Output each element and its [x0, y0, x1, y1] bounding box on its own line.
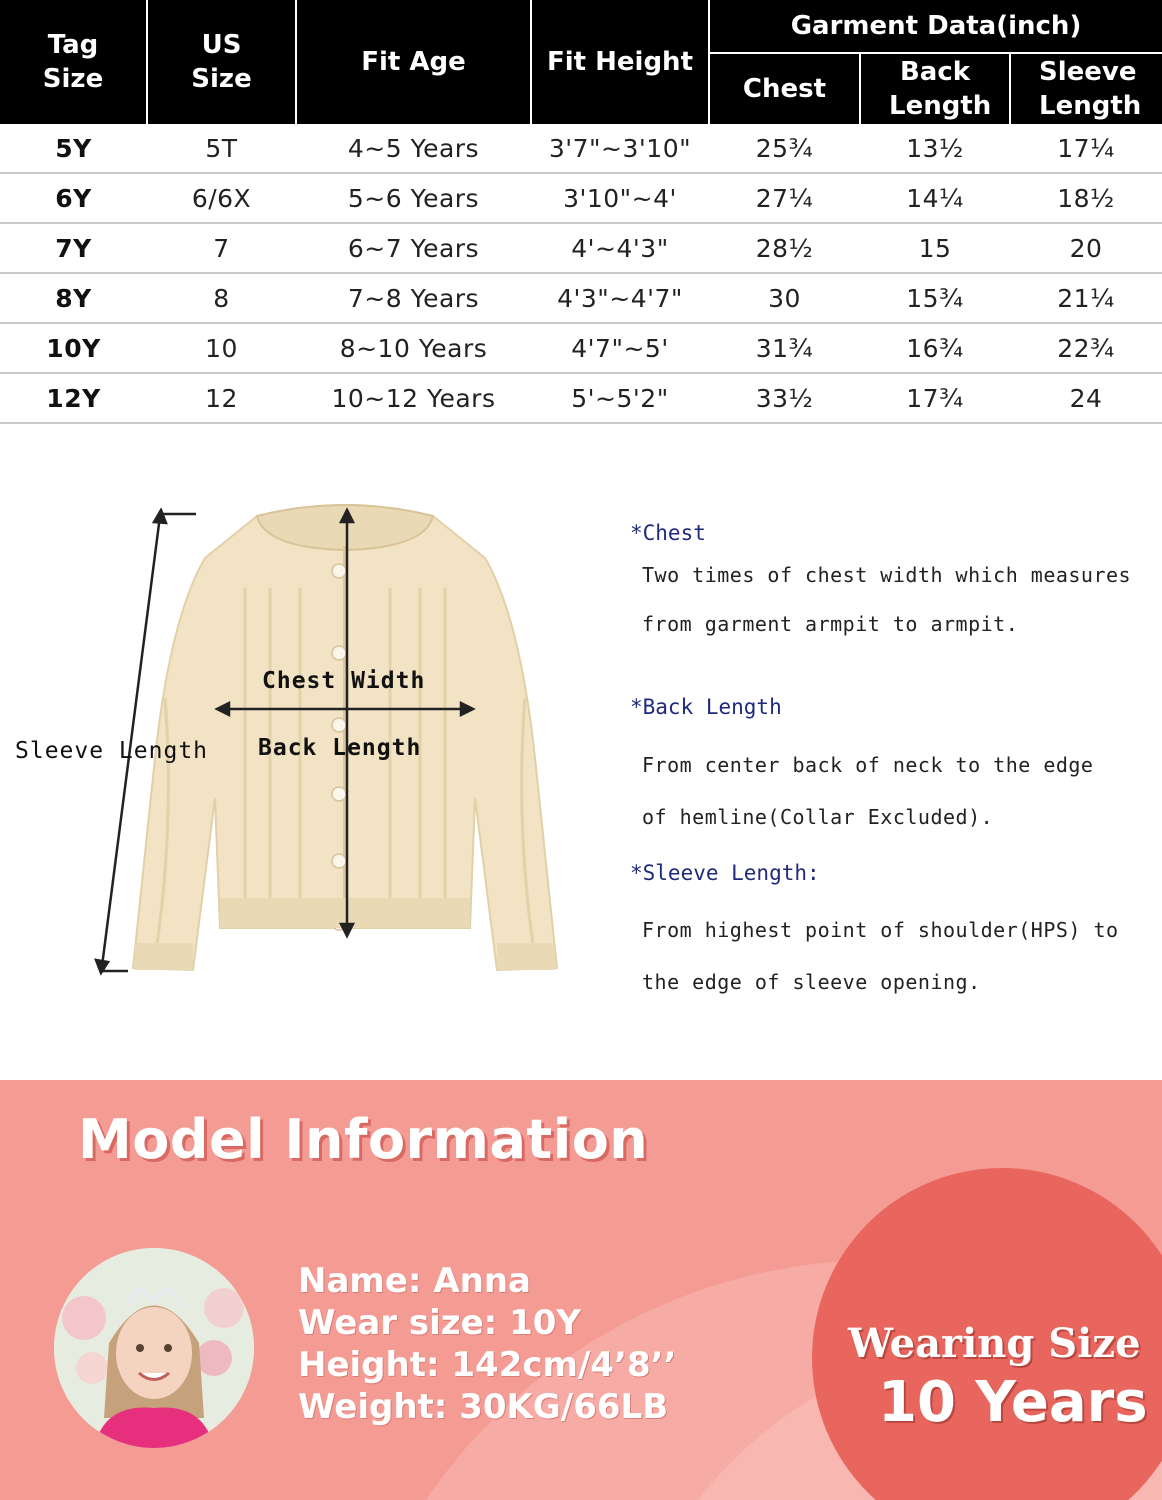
size-table — [0, 0, 1162, 424]
cell-tag-size: 8Y — [0, 273, 147, 323]
cell-fit-age: 5~6 Years — [296, 173, 531, 223]
cell-fit-age: 6~7 Years — [296, 223, 531, 273]
cell-sleeve-length: 22¾ — [1010, 323, 1162, 373]
header-fit-age: Fit Age — [296, 0, 531, 124]
model-information-title: Model Information — [78, 1108, 649, 1171]
model-photo — [54, 1248, 254, 1448]
cell-tag-size: 12Y — [0, 373, 147, 423]
wearing-size-value: 10 Years — [878, 1370, 1148, 1435]
table-row — [0, 223, 1162, 273]
header-chest: Chest — [709, 53, 860, 124]
model-information-section — [0, 1080, 1162, 1500]
model-weight: Weight: 30KG/66LB — [298, 1387, 669, 1427]
size-chart — [0, 0, 1162, 424]
cell-fit-age: 7~8 Years — [296, 273, 531, 323]
cell-fit-height: 4'7"~5' — [531, 323, 709, 373]
header-fit-height: Fit Height — [531, 0, 709, 124]
model-wear-size: Wear size: 10Y — [298, 1303, 582, 1343]
cell-chest: 33½ — [709, 373, 860, 423]
cell-fit-age: 10~12 Years — [296, 373, 531, 423]
chest-heading: *Chest — [630, 521, 706, 545]
cell-fit-height: 4'~4'3" — [531, 223, 709, 273]
cell-chest: 28½ — [709, 223, 860, 273]
cell-chest: 27¼ — [709, 173, 860, 223]
back-length-description-line: From center back of neck to the edge — [642, 753, 1094, 777]
cell-chest: 31¾ — [709, 323, 860, 373]
header-tag-size: Tag Size — [0, 0, 147, 124]
table-row — [0, 323, 1162, 373]
cell-fit-age: 8~10 Years — [296, 323, 531, 373]
cell-us-size: 7 — [147, 223, 296, 273]
cell-sleeve-length: 18½ — [1010, 173, 1162, 223]
table-row — [0, 373, 1162, 423]
cell-us-size: 10 — [147, 323, 296, 373]
cell-back-length: 17¾ — [860, 373, 1010, 423]
header-back-length: Back Length — [860, 53, 1010, 124]
cell-fit-height: 5'~5'2" — [531, 373, 709, 423]
cell-tag-size: 10Y — [0, 323, 147, 373]
cell-tag-size: 6Y — [0, 173, 147, 223]
back-length-label: Back Length — [258, 735, 422, 761]
cell-us-size: 6/6X — [147, 173, 296, 223]
header-sleeve-length: Sleeve Length — [1010, 53, 1162, 124]
measurement-diagram — [0, 470, 620, 1010]
model-details — [298, 1260, 676, 1428]
cell-back-length: 13½ — [860, 124, 1010, 173]
cell-tag-size: 7Y — [0, 223, 147, 273]
sleeve-length-description-line: From highest point of shoulder(HPS) to — [642, 918, 1119, 942]
cell-sleeve-length: 21¼ — [1010, 273, 1162, 323]
cell-fit-height: 3'10"~4' — [531, 173, 709, 223]
cell-fit-age: 4~5 Years — [296, 124, 531, 173]
back-length-heading: *Back Length — [630, 695, 782, 719]
sleeve-length-heading: *Sleeve Length: — [630, 861, 820, 885]
cell-tag-size: 5Y — [0, 124, 147, 173]
model-height: Height: 142cm/4’8’’ — [298, 1345, 677, 1385]
wearing-size-label: Wearing Size — [848, 1320, 1141, 1367]
sleeve-length-description-line: the edge of sleeve opening. — [642, 970, 981, 994]
cell-back-length: 15 — [860, 223, 1010, 273]
chest-description-line: Two times of chest width which measures — [642, 563, 1132, 587]
cell-us-size: 12 — [147, 373, 296, 423]
cell-chest: 30 — [709, 273, 860, 323]
sleeve-length-label: Sleeve Length — [15, 738, 209, 764]
cell-back-length: 15¾ — [860, 273, 1010, 323]
table-row — [0, 124, 1162, 173]
back-length-description-line: of hemline(Collar Excluded). — [642, 805, 994, 829]
chest-description-line: from garment armpit to armpit. — [642, 612, 1019, 636]
chest-width-label: Chest Width — [262, 668, 426, 694]
cell-sleeve-length: 24 — [1010, 373, 1162, 423]
cell-us-size: 8 — [147, 273, 296, 323]
cell-us-size: 5T — [147, 124, 296, 173]
header-us-size: US Size — [147, 0, 296, 124]
cell-back-length: 14¼ — [860, 173, 1010, 223]
header-garment-data: Garment Data(inch) — [709, 0, 1162, 53]
cell-sleeve-length: 20 — [1010, 223, 1162, 273]
cell-sleeve-length: 17¼ — [1010, 124, 1162, 173]
model-name: Name: Anna — [298, 1261, 531, 1301]
table-row — [0, 273, 1162, 323]
cell-fit-height: 4'3"~4'7" — [531, 273, 709, 323]
cell-back-length: 16¾ — [860, 323, 1010, 373]
table-row — [0, 173, 1162, 223]
cell-chest: 25¾ — [709, 124, 860, 173]
cell-fit-height: 3'7"~3'10" — [531, 124, 709, 173]
